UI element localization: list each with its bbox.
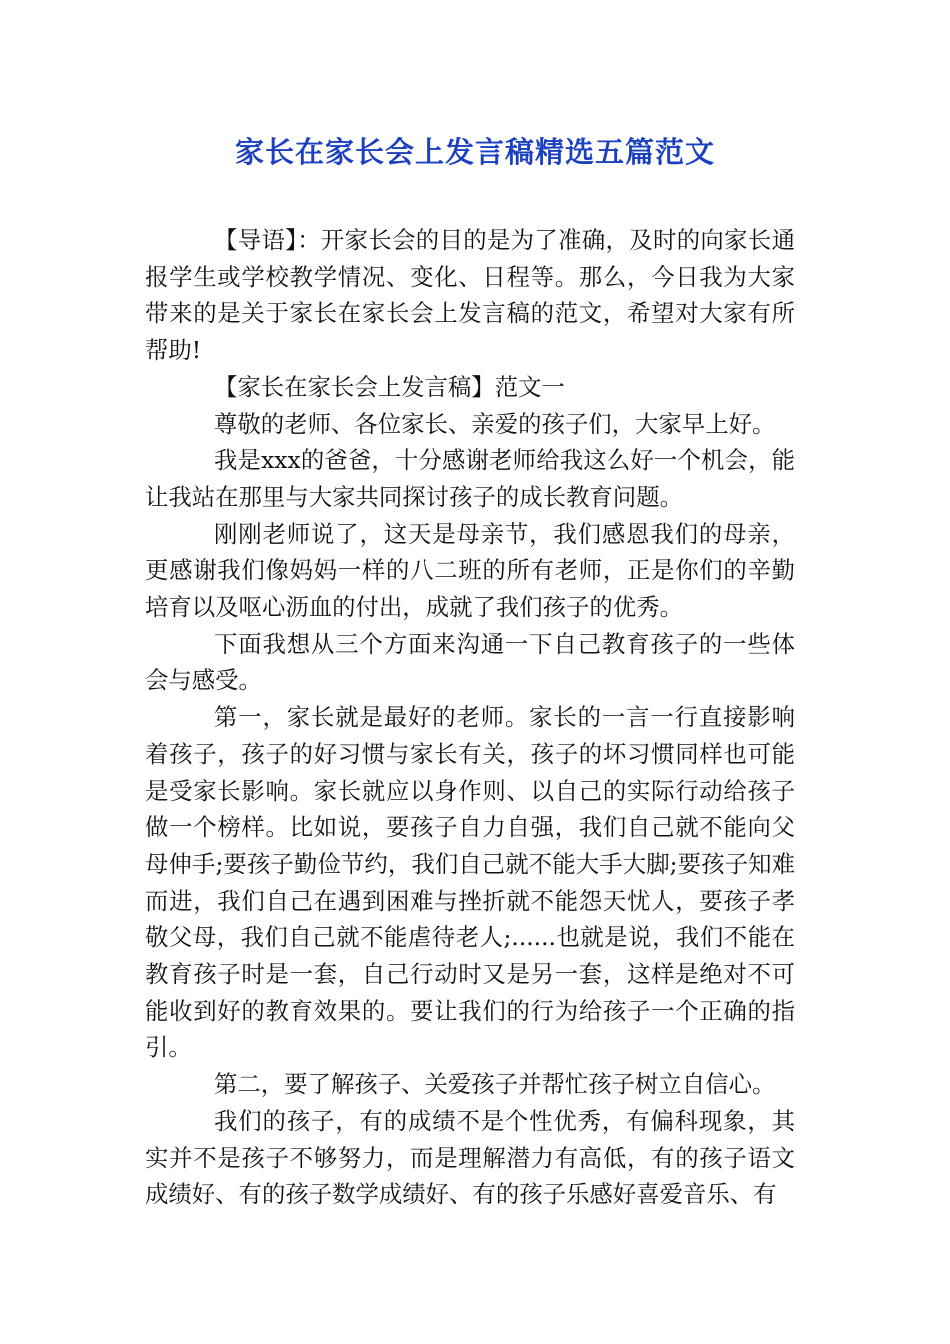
document-title: 家长在家长会上发言稿精选五篇范文: [234, 135, 715, 169]
document-body: [145, 222, 795, 1213]
paragraph-point-two: 第二，要了解孩子、关爱孩子并帮忙孩子树立自信心。: [214, 1070, 776, 1099]
paragraph-overview: 下面我想从三个方面来沟通一下自己教育孩子的一些体会与感受。: [145, 629, 795, 695]
paragraph-intro: 【导语】：开家长会的目的是为了准确，及时的向家长通报学生或学校教学情况、变化、日程等。那么，今日我为大家带来的是关于家长在家长会上发言稿的范文，希望对大家有所帮助!: [145, 226, 795, 365]
paragraph-point-one: 第一，家长就是最好的老师。家长的一言一行直接影响着孩子，孩子的好习惯与家长有关，孩子的坏习惯同样也可能是受家长影响。家长就应以身作则、以自己的实际行动给孩子做一个榜样。比如说，要孩子自力自强，我们自己就不能向父母伸手;要孩子勤俭节约，我们自己就不能大手大脚;要孩子知难而进，我们自己在遇到困难与挫折就不能怨天忧人，要孩子孝敬父母，我们自己就不能虐待老人;......也就是说，我们不能在教育孩子时是一套，自己行动时又是另一套，这样是绝对不可能收到好的教育效果的。要让我们的行为给孩子一个正确的指引。: [145, 703, 795, 1062]
paragraph-thanks-teachers: 刚刚老师说了，这天是母亲节，我们感恩我们的母亲，更感谢我们像妈妈一样的八二班的所有老师，正是你们的辛勤培育以及呕心沥血的付出，成就了我们孩子的优秀。: [145, 519, 795, 622]
paragraph-greeting: 尊敬的老师、各位家长、亲爱的孩子们，大家早上好。: [214, 409, 776, 438]
paragraph-point-two-detail: 我们的孩子，有的成绩不是个性优秀，有偏科现象，其实并不是孩子不够努力，而是理解潜力有高低，有的孩子语文成绩好、有的孩子数学成绩好、有的孩子乐感好喜爱音乐、有: [145, 1106, 795, 1209]
paragraph-section-heading: 【家长在家长会上发言稿】范文一: [214, 372, 565, 401]
paragraph-self-introduction: 我是xxx的爸爸，十分感谢老师给我这么好一个机会，能让我站在那里与大家共同探讨孩子的成长教育问题。: [145, 446, 795, 511]
